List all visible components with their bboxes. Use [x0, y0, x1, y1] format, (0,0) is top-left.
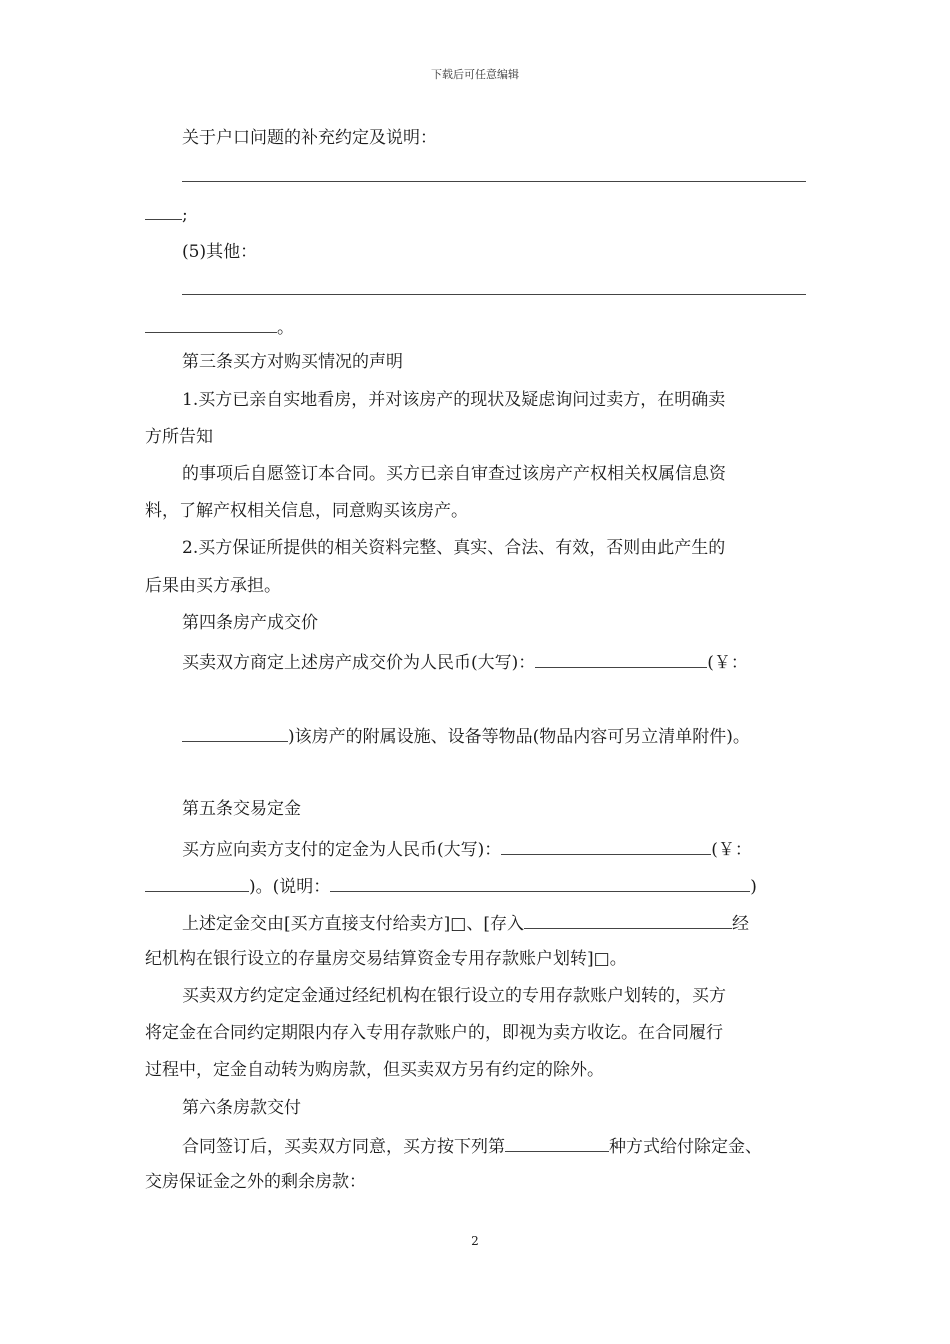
para-hukou-note: 关于户口问题的补充约定及说明： [182, 128, 437, 148]
para-other: (5)其他： [182, 242, 258, 262]
note-blank [330, 874, 750, 892]
article-4-price [182, 650, 748, 674]
method-tail: 种方式给付除定金、 [609, 1137, 762, 1157]
price-blank [535, 650, 707, 668]
article-5-payment-method-cont: 纪机构在银行设立的存量房交易结算资金专用存款账户划转]□。 [145, 949, 627, 969]
method-label: 合同签订后，买卖双方同意，买方按下列第 [182, 1137, 505, 1157]
method-tail: 经 [731, 914, 749, 934]
price-label: 买卖双方商定上述房产成交价为人民币(大写)： [182, 653, 536, 673]
article-3-item-2-cont: 后果由买方承担。 [145, 576, 281, 596]
yen-blank [145, 874, 249, 892]
article-5-payment-method [182, 911, 749, 935]
article-3-item-2: 2.买方保证所提供的相关资料完整、真实、合法、有效，否则由此产生的 [182, 538, 726, 558]
note-label: )。(说明： [249, 877, 331, 897]
fill-line [182, 181, 806, 182]
method-label: 上述定金交由[买方直接支付给卖方]□、[存入 [182, 914, 524, 934]
article-5-deposit-cont [145, 874, 757, 898]
method-blank [505, 1134, 609, 1152]
article-3-para-cont: 料，了解产权相关信息，同意购买该房产。 [145, 501, 468, 521]
fill-line [182, 294, 806, 295]
article-6-title: 第六条房款交付 [182, 1098, 301, 1118]
article-5-title: 第五条交易定金 [182, 799, 301, 819]
article-5-para-cont: 过程中，定金自动转为购房款，但买卖双方另有约定的除外。 [145, 1060, 604, 1080]
article-5-para: 买卖双方约定定金通过经纪机构在银行设立的专用存款账户划转的，买方 [182, 986, 726, 1006]
article-3-para: 的事项后自愿签订本合同。买方已亲自审查过该房产产权相关权属信息资 [182, 464, 726, 484]
article-5-deposit [182, 837, 752, 861]
article-3-title: 第三条买方对购买情况的声明 [182, 352, 403, 372]
price-yen: (￥： [707, 653, 748, 673]
fill-line-continued [145, 202, 188, 226]
article-5-para-cont: 将定金在合同约定期限内存入专用存款账户的，即视为卖方收讫。在合同履行 [145, 1023, 723, 1043]
agency-blank [524, 911, 732, 929]
yen-blank [182, 724, 288, 742]
fill-line-continued [145, 315, 294, 339]
close-paren: ) [750, 877, 757, 897]
page-number: 2 [471, 1234, 479, 1248]
article-6-para [182, 1134, 762, 1158]
article-4-title: 第四条房产成交价 [182, 613, 318, 633]
page-header: 下载后可任意编辑 [431, 68, 519, 81]
article-6-para-cont: 交房保证金之外的剩余房款： [145, 1172, 366, 1192]
blank [145, 202, 182, 220]
deposit-blank [501, 837, 711, 855]
punct: 。 [277, 318, 294, 338]
blank [145, 315, 277, 333]
facilities-text: )该房产的附属设施、设备等物品(物品内容可另立清单附件)。 [288, 727, 750, 747]
article-3-item-1: 1.买方已亲自实地看房，并对该房产的现状及疑虑询问过卖方，在明确卖 [182, 390, 726, 410]
punct: ; [182, 205, 188, 225]
deposit-yen: (￥： [711, 840, 752, 860]
article-4-facilities [182, 724, 750, 748]
article-3-item-1-cont: 方所告知 [145, 427, 213, 447]
deposit-label: 买方应向卖方支付的定金为人民币(大写)： [182, 840, 502, 860]
